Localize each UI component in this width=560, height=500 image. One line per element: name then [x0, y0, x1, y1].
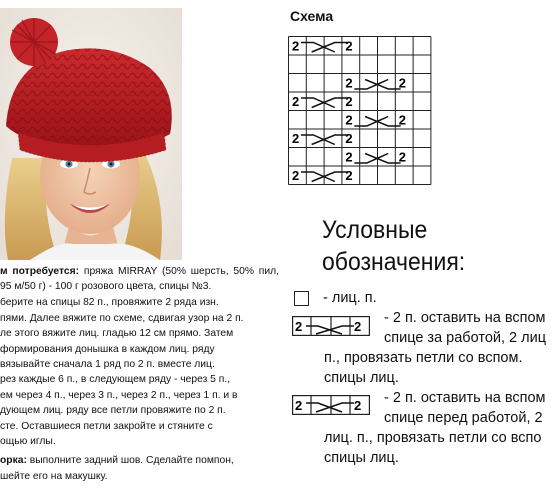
instruction-line: формирования донышка в каждом лиц. ряду — [0, 343, 215, 355]
cable-number: 2 — [295, 319, 303, 334]
knit-stitch-symbol — [294, 291, 309, 306]
chart-cable — [345, 113, 406, 128]
legend-item-right-cable — [384, 308, 546, 328]
instructions-paragraph — [0, 295, 281, 449]
instruction-line: ощью иглы. — [0, 436, 56, 448]
chart-cable — [292, 131, 353, 146]
chart-cable-number: 2 — [292, 168, 300, 183]
chart-cable — [345, 76, 406, 91]
assembly-label: орка: — [0, 455, 27, 467]
instruction-line: ем через 4 п., через 3 п., через 2 п., через 1 п. и в — [0, 389, 238, 401]
legend-item-left-cable — [384, 388, 546, 408]
assembly-line-2: шейте его на макушку. — [0, 470, 108, 482]
legend-line: спицы лиц. — [324, 370, 399, 386]
chart-cable-number: 2 — [292, 94, 300, 109]
chart-cable-number: 2 — [345, 149, 353, 165]
chart-cable — [345, 150, 406, 165]
chart-cable-number: 2 — [345, 94, 353, 109]
instruction-line: пями. Далее вяжите по схеме, сдвигая узор на 2 п. — [0, 312, 244, 324]
chart-cable-number: 2 — [345, 38, 353, 54]
chart-cable — [292, 39, 353, 54]
legend-line: - 2 п. оставить на вспом — [384, 390, 546, 406]
instruction-line: сте. Оставшиеся петли закройте и стяните с — [0, 420, 213, 432]
legend-title-line-2: обозначения: — [322, 248, 466, 276]
legend-line: лиц. п., провязать петли со вспо — [324, 430, 542, 446]
chart-cable-number: 2 — [292, 38, 300, 54]
materials-paragraph — [0, 264, 281, 294]
chart-cable-number: 2 — [345, 75, 353, 91]
assembly-line-1 — [0, 453, 281, 468]
legend-line: - 2 п. оставить на вспом — [384, 310, 546, 326]
legend-title — [322, 214, 465, 278]
materials-label: м потребуется: — [0, 266, 80, 277]
legend-line: спицы лиц. — [324, 450, 399, 466]
chart-cable-number: 2 — [345, 168, 353, 183]
materials-text: пряжа MIRRAY (50% шерсть, 50% пил, 95 м/50 г) - 100 г розового цвета, спицы №3. — [0, 266, 279, 293]
chart-cable-number: 2 — [292, 131, 300, 146]
legend-item-left-cable-cont — [324, 408, 543, 468]
hat-photo — [0, 8, 182, 260]
cable-number: 2 — [295, 398, 303, 413]
legend-item-right-cable-cont — [324, 328, 546, 388]
cable-number: 2 — [354, 319, 362, 334]
legend-title-line-1: Условные — [322, 216, 428, 244]
instruction-line: вязывайте сначала 1 ряд по 2 п. вместе лиц. — [0, 359, 215, 371]
chart-cable-number: 2 — [398, 112, 407, 128]
cable-number: 2 — [354, 398, 362, 413]
chart-cable-number: 2 — [345, 131, 353, 146]
instruction-line: рез каждые 6 п., в следующем ряду - через 5 п., — [0, 374, 231, 386]
assembly-paragraph — [0, 453, 281, 484]
legend-line: спице перед работой, 2 — [384, 410, 543, 426]
chart-cable — [292, 94, 353, 109]
chart-cable — [292, 168, 353, 183]
schema-title: Схема — [290, 8, 334, 24]
pattern-text — [0, 264, 281, 500]
chart-cable-number: 2 — [398, 149, 407, 165]
chart-cable-number: 2 — [398, 75, 407, 91]
assembly-text: выполните задний шов. Сделайте помпон, — [29, 455, 234, 467]
legend-item-knit: - лиц. п. — [323, 290, 377, 306]
instruction-line: дующем лиц. ряду все петли провяжите по 2 п. — [0, 405, 226, 417]
legend-line: спице за работой, 2 лиц — [384, 330, 547, 346]
knitting-chart — [288, 36, 432, 186]
chart-cable-number: 2 — [345, 112, 353, 128]
instruction-line: берите на спицы 82 п., провяжите 2 ряда изн. — [0, 297, 219, 309]
instruction-line: ле этого вяжите лиц. гладью 12 см прямо. Затем — [0, 328, 234, 340]
legend-line: п., провязать петли со вспом. — [324, 350, 523, 366]
